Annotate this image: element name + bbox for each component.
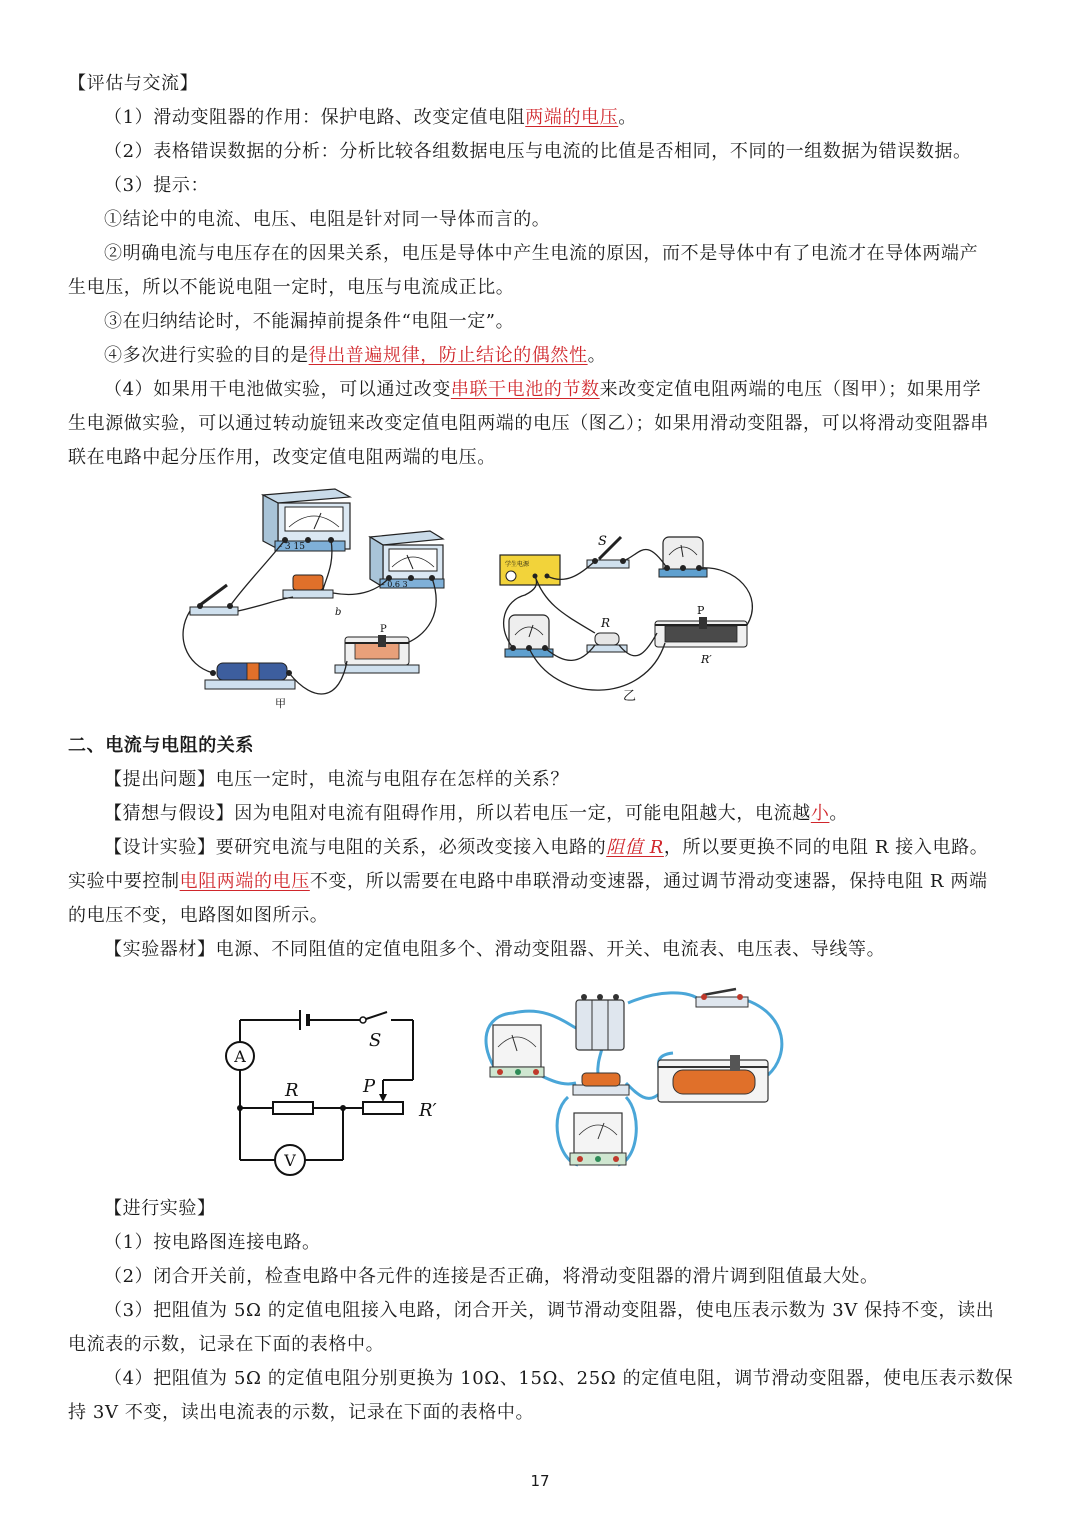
question-line: 【提出问题】电压一定时，电流与电阻存在怎样的关系？	[104, 769, 570, 790]
svg-text:A: A	[234, 1047, 246, 1066]
design-line2: 实验中要控制电阻两端的电压不变，所以需要在电路中串联滑动变速器，通过调节滑动变速器，保持电阻 R 两端	[68, 871, 988, 892]
label-p-yi: P	[697, 604, 705, 617]
figure-jia-caption: 甲	[275, 697, 286, 710]
ammeter-illustration-yi	[659, 537, 707, 577]
eval-p4-highlight: 串联干电池的节数	[450, 379, 600, 400]
design-highlight-2: 电阻两端的电压	[179, 871, 310, 892]
eval-heading: 【评估与交流】	[68, 73, 199, 94]
label-p: P	[363, 1076, 376, 1097]
label-rprime: R′	[419, 1100, 437, 1121]
voltmeter-symbol	[275, 1145, 305, 1175]
ammeter-symbol	[226, 1042, 254, 1070]
design-line1: 【设计实验】要研究电流与电阻的关系，必须改变接入电路的阻值 R，所以要更换不同的电阻 R 接入电路。	[104, 837, 989, 858]
label-r: R	[285, 1080, 299, 1101]
procedure-step-3-line1: （3）把阻值为 5Ω 的定值电阻接入电路，闭合开关，调节滑动变阻器，使电压表示数为 3V 保持不变，读出	[104, 1300, 995, 1321]
eval-p1-highlight: 两端的电压	[525, 107, 619, 128]
voltmeter-illustration	[263, 489, 350, 552]
label-r-yi: R	[601, 616, 611, 630]
figure-yi-caption: 乙	[623, 689, 637, 704]
label-b: b	[335, 607, 342, 618]
eval-p4-line3: 联在电路中起分压作用，改变定值电阻两端的电压。	[68, 447, 496, 468]
ammeter-illustration-2	[490, 1025, 544, 1077]
eval-p1: （1）滑动变阻器的作用：保护电路、改变定值电阻两端的电压。	[104, 107, 637, 128]
eval-p4-line1: （4）如果用干电池做实验，可以通过改变串联干电池的节数来改变定值电阻两端的电压（图甲）；如果用学	[104, 379, 982, 400]
eval-p4-line2: 生电源做实验，可以通过转动旋钮来改变定值电阻两端的电压（图乙）；如果用滑动变阻器，可以将滑动变阻器串	[68, 413, 989, 434]
battery-illustration	[205, 663, 295, 689]
svg-text:V: V	[284, 1151, 296, 1170]
switch-illustration	[190, 585, 238, 615]
tip-4-highlight: 得出普遍规律，防止结论的偶然性	[308, 345, 588, 366]
rheostat-illustration-yi	[655, 604, 747, 666]
rheostat-illustration-2	[658, 1055, 768, 1102]
battery-illustration-2	[576, 994, 624, 1050]
resistor-illustration	[283, 575, 341, 618]
tip-3: ③在归纳结论时，不能漏掉前提条件“电阻一定”。	[104, 311, 515, 332]
design-highlight-1: 阻值 R	[606, 837, 664, 858]
label-p: P	[380, 624, 387, 635]
ammeter-ticks: - 0.6 3	[382, 580, 408, 589]
materials-line: 【实验器材】电源、不同阻值的定值电阻多个、滑动变阻器、开关、电流表、电压表、导线等。	[104, 939, 886, 960]
voltmeter-illustration-2	[570, 1113, 626, 1165]
label-rprime-yi: R′	[701, 653, 712, 666]
label-s: S	[369, 1030, 382, 1051]
procedure-step-2: （2）闭合开关前，检查电路中各元件的连接是否正确，将滑动变阻器的滑片调到阻值最大处。	[104, 1266, 879, 1287]
power-supply-illustration	[500, 555, 560, 585]
eval-p3: （3）提示：	[104, 175, 210, 196]
hypothesis-line: 【猜想与假设】因为电阻对电流有阻碍作用，所以若电压一定，可能电阻越大，电流越小。	[104, 803, 849, 824]
apparatus-illustration	[478, 985, 798, 1185]
resistor-illustration-2	[573, 1073, 629, 1095]
circuit-diagram	[215, 1000, 455, 1180]
tip-2-line1: ②明确电流与电压存在的因果关系，电压是导体中产生电流的原因，而不是导体中有了电流才在导体两端产	[104, 243, 979, 264]
procedure-step-3-line2: 电流表的示数，记录在下面的表格中。	[68, 1334, 385, 1355]
voltmeter-illustration-yi	[505, 615, 553, 657]
voltmeter-ticks: - 3 15	[279, 542, 305, 552]
tip-2-line2: 生电压，所以不能说电阻一定时，电压与电流成正比。	[68, 277, 515, 298]
design-line3: 的电压不变，电路图如图所示。	[68, 905, 329, 926]
label-s-yi: S	[598, 534, 607, 549]
hypothesis-highlight: 小	[810, 803, 830, 824]
page-number: 17	[530, 1472, 550, 1490]
section-2-title: 二、电流与电阻的关系	[68, 735, 254, 756]
switch-illustration-2	[696, 989, 748, 1007]
figure-jia	[175, 485, 445, 710]
procedure-step-1: （1）按电路图连接电路。	[104, 1232, 321, 1253]
tip-1: ①结论中的电流、电压、电阻是针对同一导体而言的。	[104, 209, 551, 230]
procedure-heading: 【进行实验】	[104, 1198, 216, 1219]
procedure-step-4-line2: 持 3V 不变，读出电流表的示数，记录在下面的表格中。	[68, 1402, 535, 1423]
eval-p2: （2）表格错误数据的分析：分析比较各组数据电压与电流的比值是否相同，不同的一组数据为错误数据。	[104, 141, 972, 162]
power-supply-label: 学生电源	[505, 561, 530, 568]
procedure-step-4-line1: （4）把阻值为 5Ω 的定值电阻分别更换为 10Ω、15Ω、25Ω 的定值电阻，调节滑动变阻器，使电压表示数保	[104, 1368, 1014, 1389]
figure-yi	[495, 515, 775, 710]
rheostat-illustration	[335, 624, 419, 673]
tip-4: ④多次进行实验的目的是得出普遍规律，防止结论的偶然性。	[104, 345, 607, 366]
